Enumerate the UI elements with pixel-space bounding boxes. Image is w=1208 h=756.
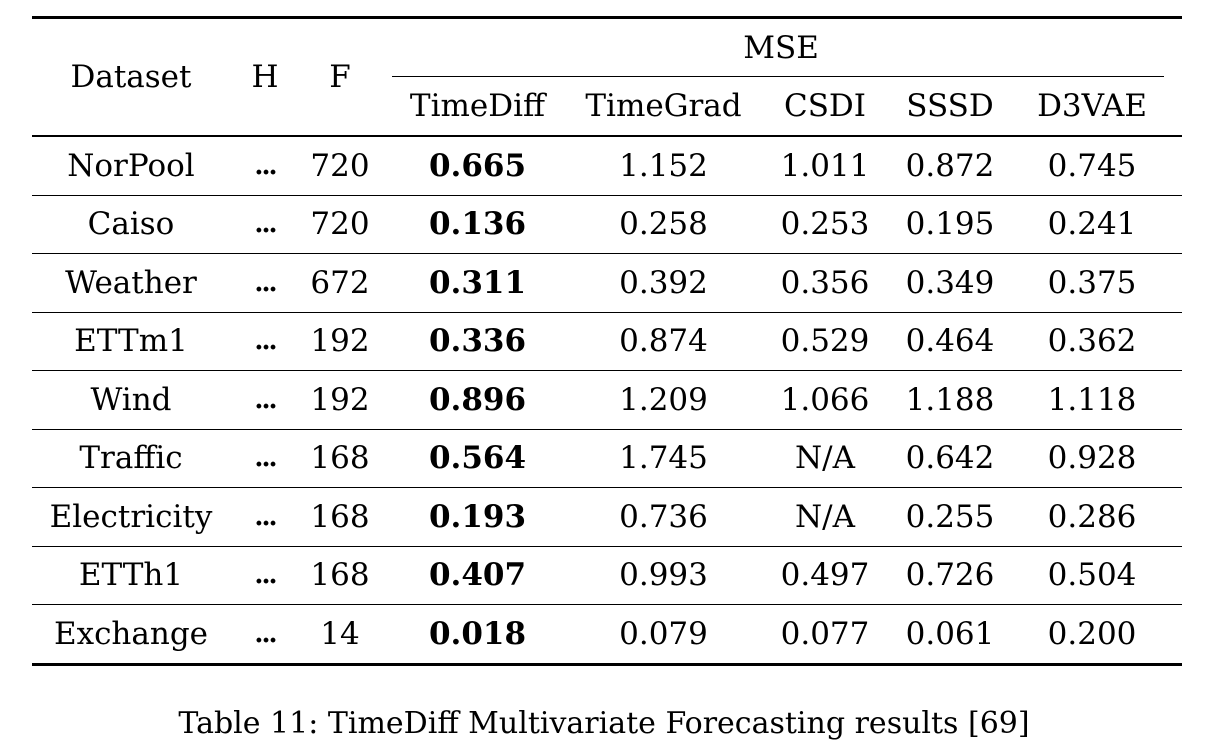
cell-timegrad: 0.392 <box>575 254 752 313</box>
header-h: H <box>230 18 300 137</box>
cell-f: 168 <box>300 546 380 605</box>
cell-timegrad: 0.258 <box>575 195 752 254</box>
cell-h: ... <box>230 546 300 605</box>
cell-csdi: 0.497 <box>752 546 898 605</box>
cell-h: ... <box>230 371 300 430</box>
cell-h: ... <box>230 605 300 665</box>
cell-d3vae: 0.928 <box>1002 429 1182 488</box>
cell-h: ... <box>230 254 300 313</box>
cell-sssd: 0.464 <box>898 312 1002 371</box>
cell-dataset: Electricity <box>32 488 230 547</box>
cell-f: 720 <box>300 195 380 254</box>
cell-f: 192 <box>300 312 380 371</box>
header-dataset: Dataset <box>32 18 230 137</box>
table-header <box>32 18 1182 137</box>
cell-f: 672 <box>300 254 380 313</box>
cell-h: ... <box>230 195 300 254</box>
cell-timediff: 0.136 <box>380 195 575 254</box>
cell-d3vae: 0.200 <box>1002 605 1182 665</box>
cell-sssd: 0.255 <box>898 488 1002 547</box>
cell-timegrad: 0.993 <box>575 546 752 605</box>
cell-timediff: 0.896 <box>380 371 575 430</box>
cell-timediff: 0.018 <box>380 605 575 665</box>
cell-sssd: 0.195 <box>898 195 1002 254</box>
cell-timediff: 0.407 <box>380 546 575 605</box>
cell-timediff: 0.336 <box>380 312 575 371</box>
cell-timegrad: 1.745 <box>575 429 752 488</box>
cell-timegrad: 0.736 <box>575 488 752 547</box>
table-row <box>32 546 1182 605</box>
cell-h: ... <box>230 136 300 195</box>
cell-sssd: 1.188 <box>898 371 1002 430</box>
cell-csdi: N/A <box>752 429 898 488</box>
table-body <box>32 136 1182 664</box>
cell-d3vae: 0.745 <box>1002 136 1182 195</box>
header-sssd: SSSD <box>898 77 1002 136</box>
header-timegrad: TimeGrad <box>575 77 752 136</box>
cell-sssd: 0.642 <box>898 429 1002 488</box>
cell-timegrad: 0.079 <box>575 605 752 665</box>
cell-dataset: NorPool <box>32 136 230 195</box>
cell-h: ... <box>230 488 300 547</box>
cell-csdi: N/A <box>752 488 898 547</box>
cell-csdi: 1.011 <box>752 136 898 195</box>
cell-f: 168 <box>300 429 380 488</box>
results-table <box>32 16 1182 666</box>
cell-timediff: 0.311 <box>380 254 575 313</box>
header-mse-group: MSE <box>380 18 1182 78</box>
cell-dataset: Weather <box>32 254 230 313</box>
cell-d3vae: 0.362 <box>1002 312 1182 371</box>
header-timediff: TimeDiff <box>380 77 575 136</box>
cell-csdi: 0.356 <box>752 254 898 313</box>
cell-d3vae: 0.504 <box>1002 546 1182 605</box>
cell-f: 14 <box>300 605 380 665</box>
cell-timegrad: 0.874 <box>575 312 752 371</box>
cell-dataset: Wind <box>32 371 230 430</box>
cell-timediff: 0.665 <box>380 136 575 195</box>
cell-timegrad: 1.209 <box>575 371 752 430</box>
cell-timediff: 0.193 <box>380 488 575 547</box>
cell-dataset: Exchange <box>32 605 230 665</box>
header-d3vae: D3VAE <box>1002 77 1182 136</box>
table-row <box>32 429 1182 488</box>
cell-dataset: ETTm1 <box>32 312 230 371</box>
cell-d3vae: 0.241 <box>1002 195 1182 254</box>
results-table-container <box>32 16 1182 666</box>
cell-dataset: ETTh1 <box>32 546 230 605</box>
cell-csdi: 0.077 <box>752 605 898 665</box>
cell-csdi: 0.253 <box>752 195 898 254</box>
cell-h: ... <box>230 312 300 371</box>
cell-csdi: 0.529 <box>752 312 898 371</box>
cell-f: 192 <box>300 371 380 430</box>
cell-timegrad: 1.152 <box>575 136 752 195</box>
cell-f: 168 <box>300 488 380 547</box>
table-row <box>32 195 1182 254</box>
table-row <box>32 254 1182 313</box>
cell-dataset: Traffic <box>32 429 230 488</box>
cell-sssd: 0.061 <box>898 605 1002 665</box>
table-row <box>32 605 1182 665</box>
cell-d3vae: 0.286 <box>1002 488 1182 547</box>
table-caption: Table 11: TimeDiff Multivariate Forecasting results [69] <box>178 706 1030 741</box>
cell-sssd: 0.726 <box>898 546 1002 605</box>
cell-sssd: 0.349 <box>898 254 1002 313</box>
cell-d3vae: 0.375 <box>1002 254 1182 313</box>
cell-h: ... <box>230 429 300 488</box>
cell-d3vae: 1.118 <box>1002 371 1182 430</box>
cell-timediff: 0.564 <box>380 429 575 488</box>
header-csdi: CSDI <box>752 77 898 136</box>
cell-sssd: 0.872 <box>898 136 1002 195</box>
table-row <box>32 371 1182 430</box>
table-row <box>32 136 1182 195</box>
table-row <box>32 312 1182 371</box>
cell-dataset: Caiso <box>32 195 230 254</box>
table-row <box>32 488 1182 547</box>
cell-csdi: 1.066 <box>752 371 898 430</box>
cell-f: 720 <box>300 136 380 195</box>
header-f: F <box>300 18 380 137</box>
